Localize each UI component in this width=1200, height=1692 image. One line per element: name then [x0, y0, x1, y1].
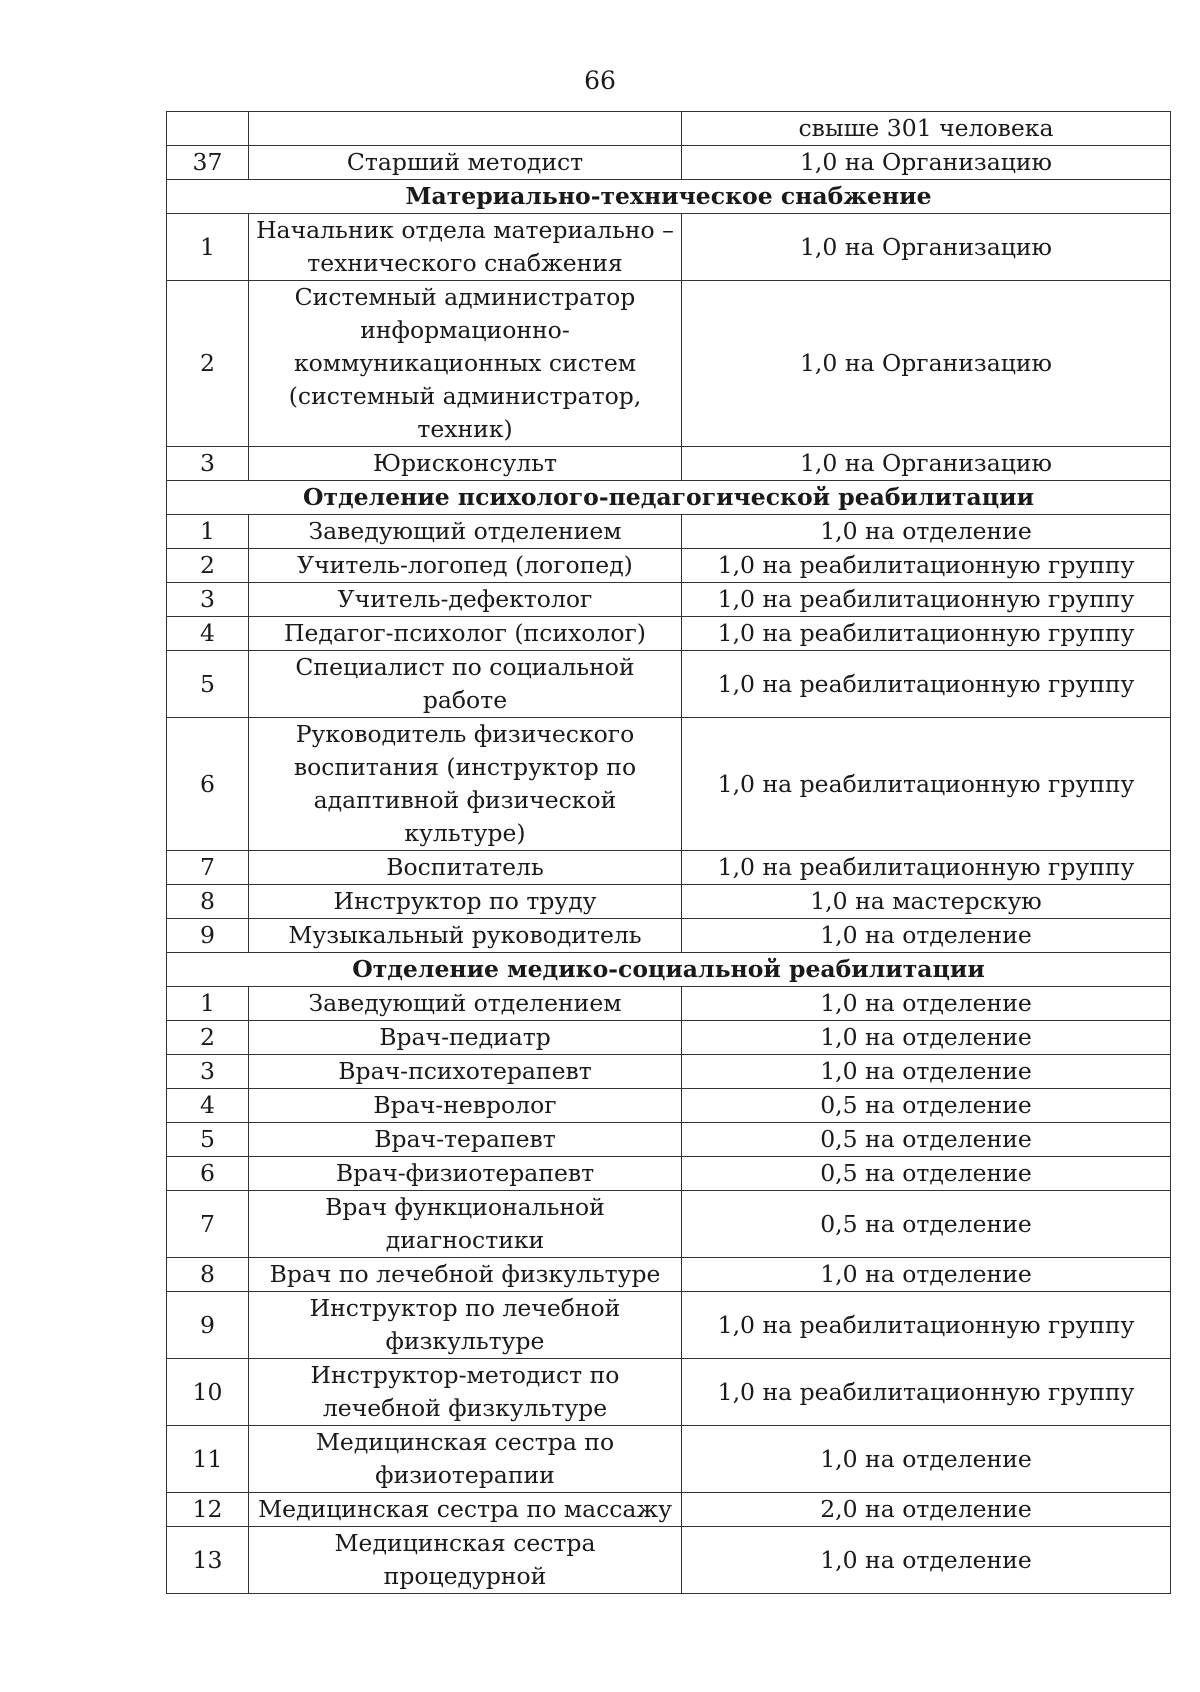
table-row: [167, 1157, 1171, 1191]
table-row: [167, 447, 1171, 481]
table-row: [167, 1258, 1171, 1292]
row-number-cell: 11: [167, 1426, 249, 1493]
table-row: [167, 617, 1171, 651]
table-row: [167, 919, 1171, 953]
row-number-cell: 2: [167, 281, 249, 447]
row-number-cell: 1: [167, 214, 249, 281]
staff-norm-cell: свыше 301 человека: [682, 112, 1171, 146]
staff-norm-cell: 2,0 на отделение: [682, 1493, 1171, 1527]
row-number-cell: 12: [167, 1493, 249, 1527]
position-cell: Врач-психотерапевт: [249, 1055, 682, 1089]
staff-norm-cell: 1,0 на реабилитационную группу: [682, 617, 1171, 651]
row-number-cell: 7: [167, 851, 249, 885]
position-cell: Специалист по социальной работе: [249, 651, 682, 718]
row-number-cell: 9: [167, 1292, 249, 1359]
position-cell: Медицинская сестра процедурной: [249, 1527, 682, 1594]
table-row: [167, 583, 1171, 617]
staff-norm-cell: 1,0 на реабилитационную группу: [682, 718, 1171, 851]
position-cell: [249, 112, 682, 146]
position-cell: Медицинская сестра по массажу: [249, 1493, 682, 1527]
table-row: [167, 1021, 1171, 1055]
position-cell: Учитель-дефектолог: [249, 583, 682, 617]
row-number-cell: 2: [167, 549, 249, 583]
position-cell: Учитель-логопед (логопед): [249, 549, 682, 583]
section-header-row: [167, 180, 1171, 214]
position-cell: Заведующий отделением: [249, 987, 682, 1021]
position-cell: Воспитатель: [249, 851, 682, 885]
section-title: Отделение медико-социальной реабилитации: [167, 953, 1171, 987]
staff-norm-cell: 1,0 на реабилитационную группу: [682, 1359, 1171, 1426]
staff-norm-cell: 1,0 на реабилитационную группу: [682, 549, 1171, 583]
position-cell: Системный администратор информационно-коммуникационных систем (системный администратор, техник): [249, 281, 682, 447]
staff-norm-cell: 1,0 на Организацию: [682, 146, 1171, 180]
table-row: [167, 1055, 1171, 1089]
table-row: [167, 718, 1171, 851]
row-number-cell: 9: [167, 919, 249, 953]
staffing-table-body: [167, 112, 1171, 1594]
position-cell: Врач-невролог: [249, 1089, 682, 1123]
staff-norm-cell: 1,0 на реабилитационную группу: [682, 651, 1171, 718]
table-row: [167, 1191, 1171, 1258]
row-number-cell: 7: [167, 1191, 249, 1258]
position-cell: Врач-терапевт: [249, 1123, 682, 1157]
staff-norm-cell: 0,5 на отделение: [682, 1157, 1171, 1191]
staff-norm-cell: 1,0 на отделение: [682, 1021, 1171, 1055]
staff-norm-cell: 1,0 на отделение: [682, 515, 1171, 549]
table-row: [167, 1426, 1171, 1493]
position-cell: Врач по лечебной физкультуре: [249, 1258, 682, 1292]
position-cell: Руководитель физического воспитания (инструктор по адаптивной физической культуре): [249, 718, 682, 851]
row-number-cell: [167, 112, 249, 146]
table-row: [167, 885, 1171, 919]
position-cell: Инструктор по труду: [249, 885, 682, 919]
table-row: [167, 1493, 1171, 1527]
row-number-cell: 3: [167, 1055, 249, 1089]
staff-norm-cell: 0,5 на отделение: [682, 1191, 1171, 1258]
staff-norm-cell: 1,0 на отделение: [682, 987, 1171, 1021]
staff-norm-cell: 1,0 на реабилитационную группу: [682, 583, 1171, 617]
row-number-cell: 1: [167, 987, 249, 1021]
row-number-cell: 1: [167, 515, 249, 549]
row-number-cell: 3: [167, 583, 249, 617]
row-number-cell: 13: [167, 1527, 249, 1594]
staff-norm-cell: 1,0 на отделение: [682, 1527, 1171, 1594]
row-number-cell: 37: [167, 146, 249, 180]
staff-norm-cell: 1,0 на Организацию: [682, 447, 1171, 481]
position-cell: Инструктор по лечебной физкультуре: [249, 1292, 682, 1359]
table-row: [167, 1292, 1171, 1359]
staff-norm-cell: 1,0 на отделение: [682, 919, 1171, 953]
table-row: [167, 1123, 1171, 1157]
table-row: [167, 146, 1171, 180]
row-number-cell: 8: [167, 885, 249, 919]
staff-norm-cell: 1,0 на Организацию: [682, 281, 1171, 447]
table-row: [167, 851, 1171, 885]
position-cell: Врач функциональной диагностики: [249, 1191, 682, 1258]
position-cell: Начальник отдела материально – технического снабжения: [249, 214, 682, 281]
row-number-cell: 10: [167, 1359, 249, 1426]
staff-norm-cell: 1,0 на отделение: [682, 1055, 1171, 1089]
table-row: [167, 549, 1171, 583]
staff-norm-cell: 1,0 на реабилитационную группу: [682, 1292, 1171, 1359]
position-cell: Педагог-психолог (психолог): [249, 617, 682, 651]
position-cell: Старший методист: [249, 146, 682, 180]
row-number-cell: 3: [167, 447, 249, 481]
staff-norm-cell: 1,0 на Организацию: [682, 214, 1171, 281]
position-cell: Медицинская сестра по физиотерапии: [249, 1426, 682, 1493]
page-number: 66: [584, 66, 616, 95]
position-cell: Заведующий отделением: [249, 515, 682, 549]
table-row: [167, 112, 1171, 146]
position-cell: Юрисконсульт: [249, 447, 682, 481]
table-row: [167, 651, 1171, 718]
row-number-cell: 8: [167, 1258, 249, 1292]
staff-norm-cell: 1,0 на реабилитационную группу: [682, 851, 1171, 885]
staff-norm-cell: 1,0 на отделение: [682, 1258, 1171, 1292]
table-row: [167, 1089, 1171, 1123]
row-number-cell: 6: [167, 718, 249, 851]
section-header-row: [167, 481, 1171, 515]
row-number-cell: 5: [167, 651, 249, 718]
staff-norm-cell: 0,5 на отделение: [682, 1089, 1171, 1123]
table-row: [167, 515, 1171, 549]
table-row: [167, 281, 1171, 447]
row-number-cell: 4: [167, 1089, 249, 1123]
staff-norm-cell: 1,0 на мастерскую: [682, 885, 1171, 919]
staff-norm-cell: 1,0 на отделение: [682, 1426, 1171, 1493]
position-cell: Музыкальный руководитель: [249, 919, 682, 953]
position-cell: Инструктор-методист по лечебной физкультуре: [249, 1359, 682, 1426]
table-row: [167, 1527, 1171, 1594]
row-number-cell: 2: [167, 1021, 249, 1055]
row-number-cell: 5: [167, 1123, 249, 1157]
section-title: Отделение психолого-педагогической реабилитации: [167, 481, 1171, 515]
position-cell: Врач-педиатр: [249, 1021, 682, 1055]
row-number-cell: 6: [167, 1157, 249, 1191]
position-cell: Врач-физиотерапевт: [249, 1157, 682, 1191]
section-title: Материально-техническое снабжение: [167, 180, 1171, 214]
table-row: [167, 1359, 1171, 1426]
row-number-cell: 4: [167, 617, 249, 651]
table-row: [167, 987, 1171, 1021]
section-header-row: [167, 953, 1171, 987]
staffing-table: [166, 111, 1171, 1594]
staff-norm-cell: 0,5 на отделение: [682, 1123, 1171, 1157]
table-row: [167, 214, 1171, 281]
